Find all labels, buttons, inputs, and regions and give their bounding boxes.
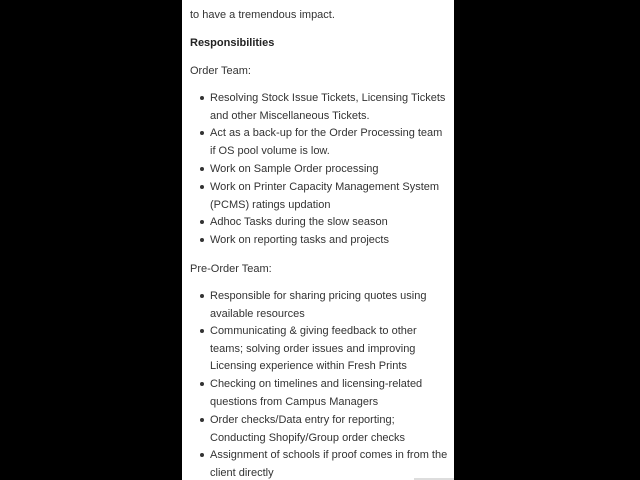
bullet-icon	[200, 167, 204, 171]
intro-tail-text: to have a tremendous impact.	[190, 9, 335, 21]
bullet-icon	[200, 329, 204, 333]
order-team-heading: Order Team:	[190, 65, 251, 77]
list-item: Order checks/Data entry for reporting; Conducting Shopify/Group order checks	[210, 412, 450, 447]
list-item: Work on Printer Capacity Management System (PCMS) ratings updation	[210, 179, 450, 214]
bullet-icon	[200, 453, 204, 457]
bullet-icon	[200, 131, 204, 135]
pre-order-team-heading: Pre-Order Team:	[190, 263, 272, 275]
bullet-icon	[200, 294, 204, 298]
list-item: Resolving Stock Issue Tickets, Licensing Tickets and other Miscellaneous Tickets.	[210, 90, 450, 125]
bullet-icon	[200, 185, 204, 189]
list-item: Responsible for sharing pricing quotes using available resources	[210, 288, 450, 323]
bullet-icon	[200, 96, 204, 100]
responsibilities-heading: Responsibilities	[190, 37, 275, 49]
bullet-icon	[200, 220, 204, 224]
bullet-icon	[200, 418, 204, 422]
list-item: Communicating & giving feedback to other teams; solving order issues and improving Licensing experience within Fresh Prints	[210, 323, 450, 376]
list-item: Act as a back-up for the Order Processing team if OS pool volume is low.	[210, 125, 450, 160]
document-page	[182, 0, 454, 480]
list-item: Work on Sample Order processing	[210, 161, 450, 179]
list-item: Work on reporting tasks and projects	[210, 232, 450, 250]
bullet-icon	[200, 238, 204, 242]
list-item: Assignment of schools if proof comes in from the client directly	[210, 447, 450, 480]
bullet-icon	[200, 382, 204, 386]
list-item: Checking on timelines and licensing-related questions from Campus Managers	[210, 376, 450, 411]
list-item: Adhoc Tasks during the slow season	[210, 214, 450, 232]
